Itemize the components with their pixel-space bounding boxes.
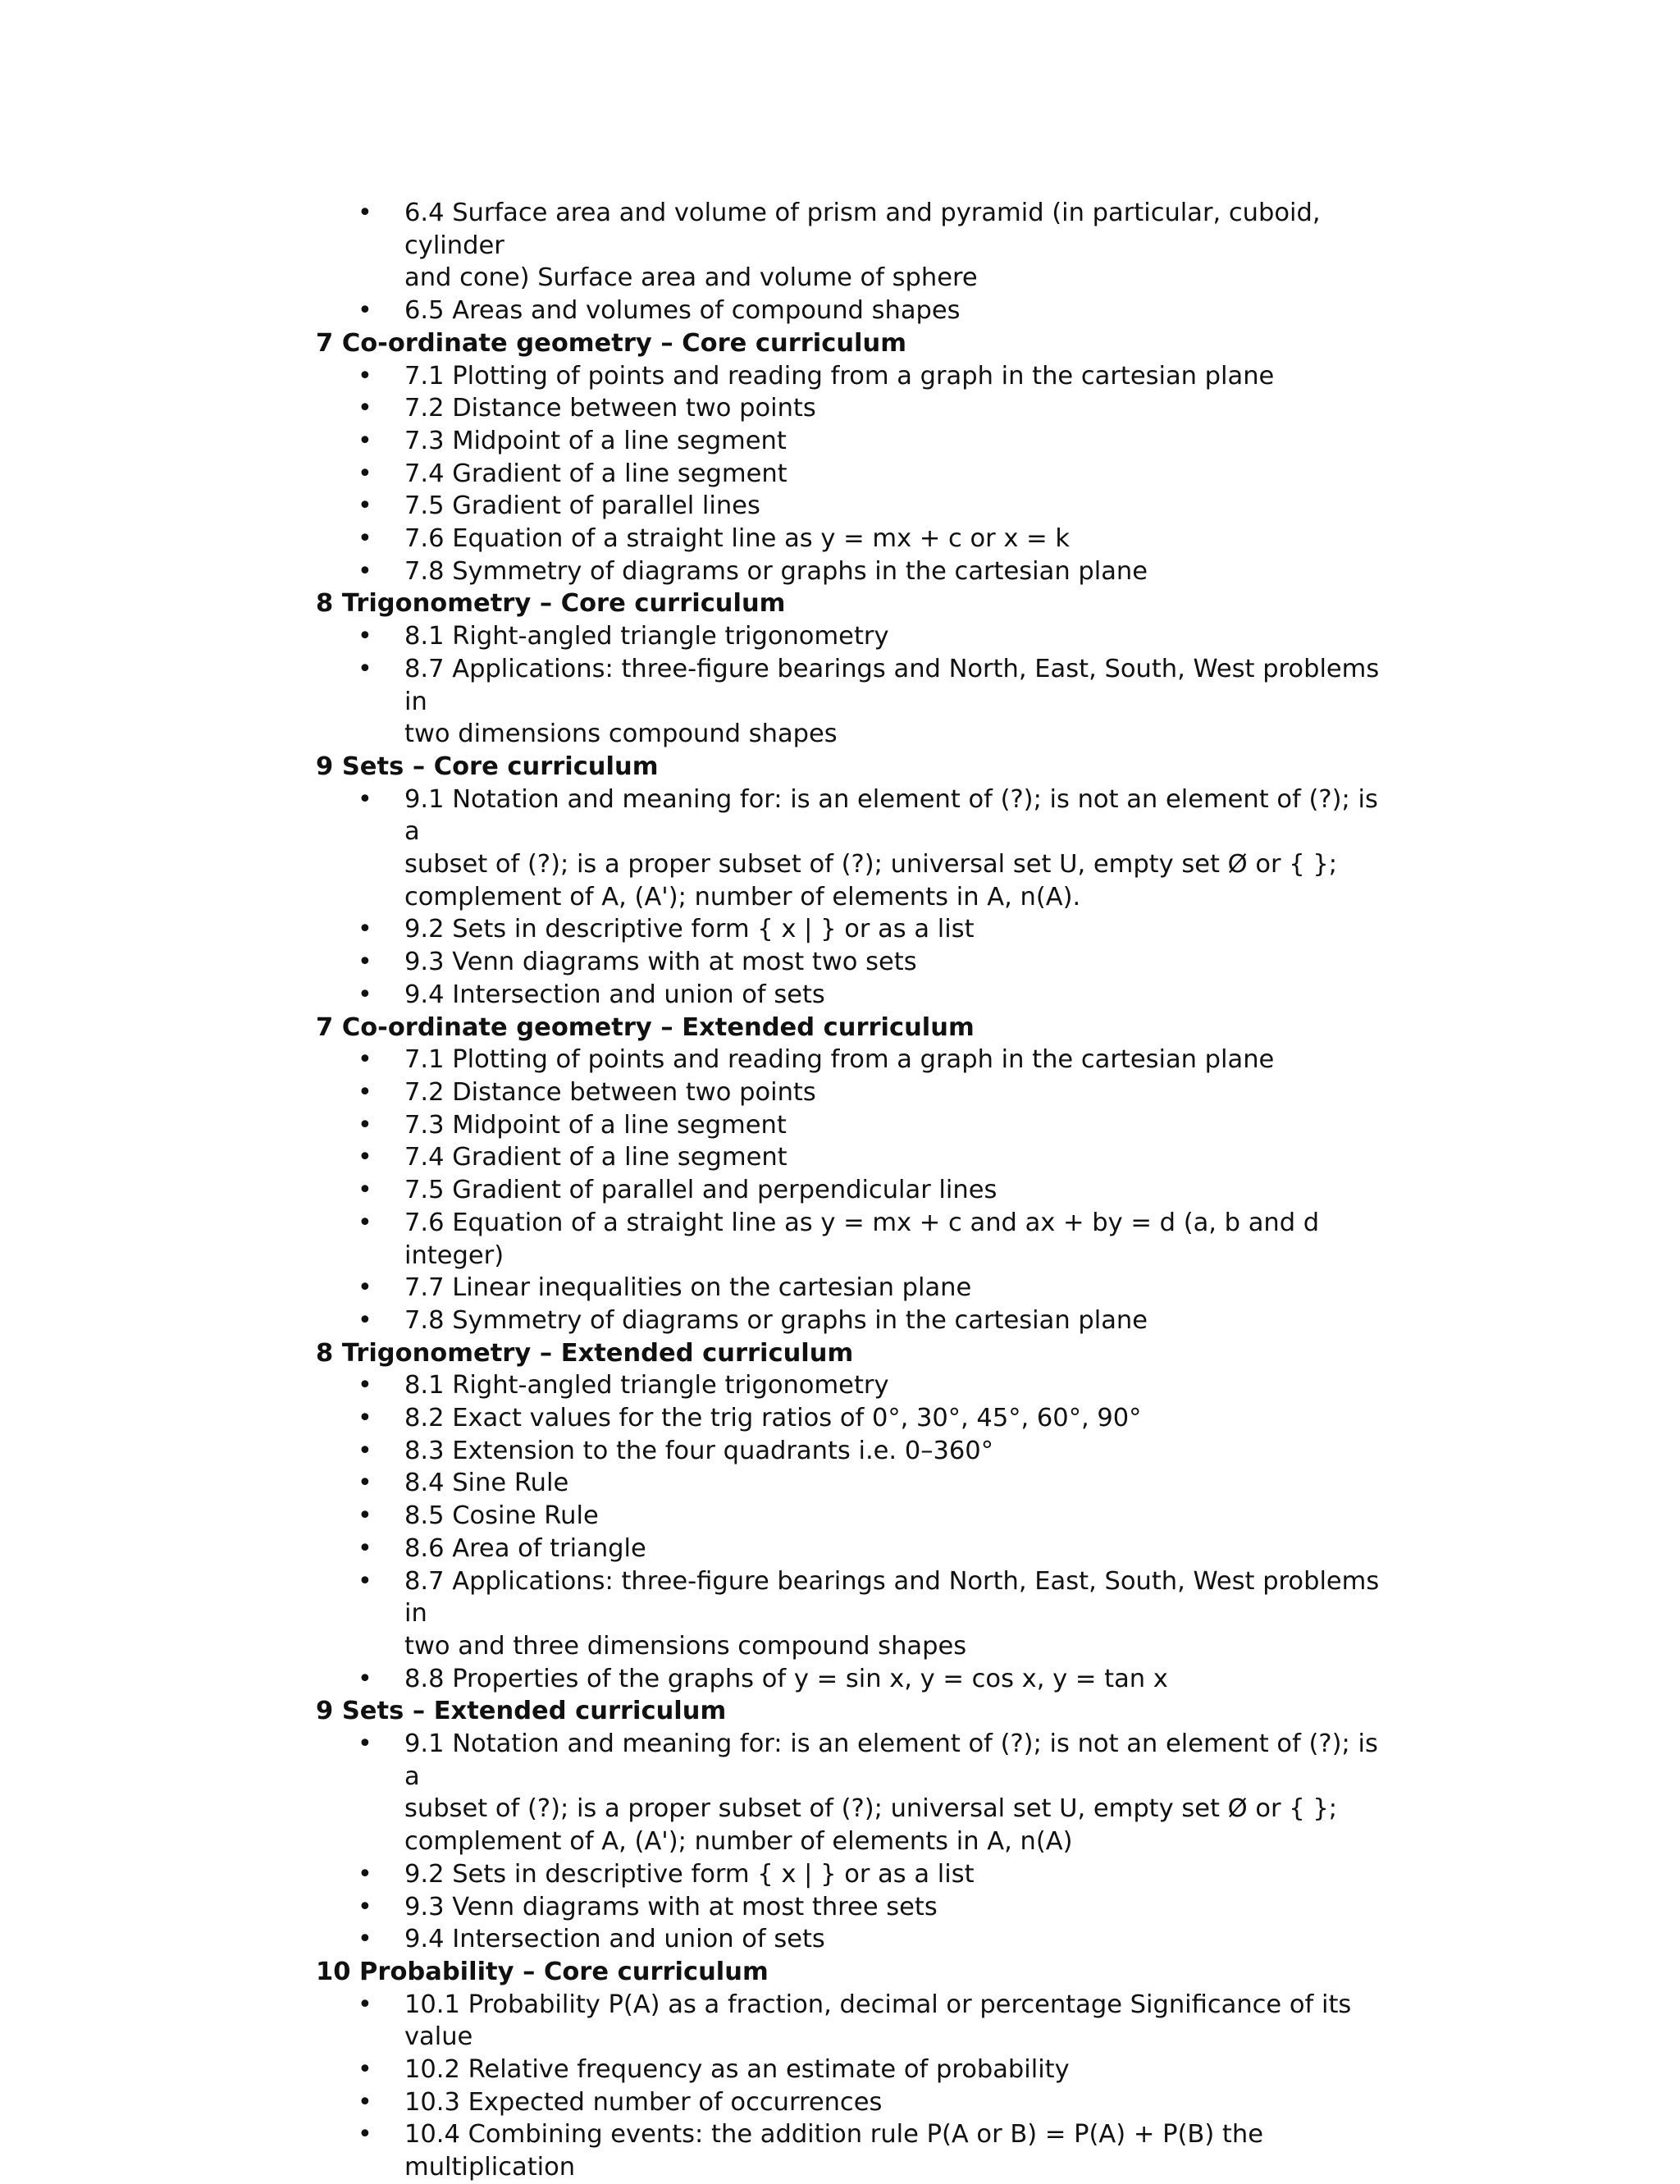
list-item-text: 7.2 Distance between two points [404, 1077, 816, 1107]
bullet-icon: • [358, 980, 372, 1009]
list-item [316, 1467, 1399, 1500]
list-item-text: 7.8 Symmetry of diagrams or graphs in the cartesian plane [404, 1305, 1148, 1335]
list-item [316, 1989, 1399, 2054]
bullet-icon: • [358, 1925, 372, 1954]
list-item [316, 1304, 1399, 1337]
list-item [316, 2054, 1399, 2086]
document-page [316, 197, 1399, 2184]
list-item-text: 9.1 Notation and meaning for: is an element of (?); is not an element of (?); is a subset of (?); is a proper subset of (?); universal set U, empty set Ø or { }; complement of A, (A'); number of elements in A, n(A) [404, 1729, 1378, 1857]
list-item [316, 946, 1399, 979]
list-item-text: 10.4 Combining events: the addition rule P(A or B) = P(A) + P(B) the multiplication [404, 2120, 1263, 2182]
list-item-text: 8.4 Sine Rule [404, 1469, 569, 1498]
list-item [316, 1076, 1399, 1109]
syllabus-content [316, 197, 1399, 2184]
list-item-text: 8.5 Cosine Rule [404, 1501, 599, 1531]
list-item [316, 197, 1399, 295]
list-item [316, 784, 1399, 914]
list-item [316, 1141, 1399, 1174]
list-item [316, 1109, 1399, 1142]
list-item-text: 7.2 Distance between two points [404, 394, 816, 423]
list-item-text: 7.1 Plotting of points and reading from a graph in the cartesian plane [404, 361, 1275, 391]
bullet-icon: • [358, 296, 372, 326]
bullet-icon: • [358, 556, 372, 586]
list-item-text: 7.4 Gradient of a line segment [404, 459, 788, 488]
list-item [316, 425, 1399, 458]
bullet-icon: • [358, 1469, 372, 1498]
list-item-text: 6.5 Areas and volumes of compound shapes [404, 296, 961, 326]
list-item [316, 1923, 1399, 1956]
bullet-icon: • [358, 2120, 372, 2150]
bullet-icon: • [358, 1143, 372, 1172]
bullet-icon: • [358, 491, 372, 521]
list-item-text: 9.3 Venn diagrams with at most two sets [404, 948, 917, 977]
list-item-text: 8.2 Exact values for the trig ratios of 0°, 30°, 45°, 60°, 90° [404, 1404, 1142, 1433]
bullet-icon: • [358, 1371, 372, 1400]
list-item-text: 7.3 Midpoint of a line segment [404, 426, 787, 455]
bullet-icon: • [358, 654, 372, 683]
list-item [316, 490, 1399, 523]
list-item [316, 653, 1399, 751]
list-item-text: 9.2 Sets in descriptive form { x | } or as a list [404, 915, 975, 944]
bullet-icon: • [358, 394, 372, 423]
list-item [316, 620, 1399, 653]
bullet-list [316, 1989, 1399, 2184]
list-item-text: 8.7 Applications: three-figure bearings and North, East, South, West problems in two dimensions compound shapes [404, 654, 1380, 749]
bullet-icon: • [358, 1077, 372, 1107]
list-item-text: 9.4 Intersection and union of sets [404, 1925, 825, 1954]
list-item [316, 1272, 1399, 1304]
list-item-text: 9.4 Intersection and union of sets [404, 980, 825, 1009]
list-item [316, 1565, 1399, 1663]
bullet-list [316, 1369, 1399, 1695]
list-item-text: 6.4 Surface area and volume of prism and pyramid (in particular, cuboid, cylinder and cone) Surface area and volume of sphere [404, 199, 1321, 293]
list-item [316, 458, 1399, 491]
list-item-text: 7.6 Equation of a straight line as y = mx + c or x = k [404, 524, 1071, 554]
list-item [316, 913, 1399, 946]
section-heading: 10 Probability – Core curriculum [316, 1957, 769, 1986]
list-item-text: 8.1 Right-angled triangle trigonometry [404, 1371, 889, 1400]
section-heading: 8 Trigonometry – Extended curriculum [316, 1338, 854, 1368]
section-heading: 8 Trigonometry – Core curriculum [316, 589, 786, 619]
list-item [316, 1858, 1399, 1891]
bullet-icon: • [358, 948, 372, 977]
list-item-text: 7.4 Gradient of a line segment [404, 1143, 788, 1172]
bullet-icon: • [358, 1533, 372, 1563]
bullet-list [316, 1044, 1399, 1336]
bullet-icon: • [358, 2055, 372, 2085]
bullet-icon: • [358, 1404, 372, 1433]
bullet-icon: • [358, 1436, 372, 1465]
list-item [316, 1044, 1399, 1076]
list-item [316, 1369, 1399, 1402]
list-item [316, 1207, 1399, 1272]
bullet-list [316, 1728, 1399, 1956]
list-item-text: 8.3 Extension to the four quadrants i.e. 0–360° [404, 1436, 993, 1465]
bullet-list [316, 360, 1399, 588]
list-item [316, 295, 1399, 327]
bullet-icon: • [358, 1305, 372, 1335]
section-heading: 9 Sets – Extended curriculum [316, 1697, 727, 1726]
list-item-text: 10.2 Relative frequency as an estimate of probability [404, 2055, 1070, 2085]
list-item [316, 360, 1399, 393]
list-item [316, 1663, 1399, 1696]
bullet-icon: • [358, 1664, 372, 1693]
bullet-list [316, 197, 1399, 327]
list-item [316, 1533, 1399, 1565]
list-item-text: 8.6 Area of triangle [404, 1533, 646, 1563]
list-item-text: 7.6 Equation of a straight line as y = mx + c and ax + by = d (a, b and d integer) [404, 1208, 1320, 1270]
list-item [316, 392, 1399, 425]
bullet-icon: • [358, 1045, 372, 1075]
bullet-icon: • [358, 1110, 372, 1140]
bullet-icon: • [358, 1501, 372, 1531]
list-item-text: 10.1 Probability P(A) as a fraction, decimal or percentage Significance of its value [404, 1990, 1352, 2052]
bullet-icon: • [358, 199, 372, 227]
bullet-icon: • [358, 524, 372, 554]
bullet-icon: • [358, 361, 372, 391]
list-item-text: 9.2 Sets in descriptive form { x | } or as a list [404, 1859, 975, 1889]
list-item [316, 979, 1399, 1012]
list-item [316, 1435, 1399, 1468]
list-item [316, 1402, 1399, 1435]
list-item [316, 1891, 1399, 1924]
list-item [316, 523, 1399, 555]
list-item-text: 7.5 Gradient of parallel and perpendicular lines [404, 1176, 998, 1205]
bullet-icon: • [358, 1176, 372, 1205]
list-item-text: 9.3 Venn diagrams with at most three sets [404, 1892, 938, 1921]
list-item-text: 10.3 Expected number of occurrences [404, 2087, 883, 2117]
bullet-icon: • [358, 622, 372, 651]
section-heading: 7 Co-ordinate geometry – Extended curriculum [316, 1012, 975, 1042]
bullet-list [316, 784, 1399, 1012]
list-item-text: 8.1 Right-angled triangle trigonometry [404, 622, 889, 651]
bullet-icon: • [358, 2087, 372, 2117]
list-item [316, 555, 1399, 588]
bullet-icon: • [358, 1566, 372, 1596]
list-item-text: 8.8 Properties of the graphs of y = sin x, y = cos x, y = tan x [404, 1664, 1168, 1693]
list-item [316, 1174, 1399, 1207]
bullet-icon: • [358, 1273, 372, 1303]
list-item-text: 8.7 Applications: three-figure bearings and North, East, South, West problems in two and three dimensions compound shapes [404, 1566, 1380, 1661]
bullet-icon: • [358, 426, 372, 455]
list-item [316, 1728, 1399, 1858]
list-item-text: 9.1 Notation and meaning for: is an element of (?); is not an element of (?); is a subset of (?); is a proper subset of (?); universal set U, empty set Ø or { }; complement of A, (A'); number of elements in A, n(A). [404, 784, 1378, 912]
bullet-icon: • [358, 1729, 372, 1759]
list-item-text: 7.1 Plotting of points and reading from a graph in the cartesian plane [404, 1045, 1275, 1075]
list-item [316, 1500, 1399, 1533]
section-heading: 7 Co-ordinate geometry – Core curriculum [316, 328, 906, 358]
bullet-icon: • [358, 915, 372, 944]
bullet-icon: • [358, 459, 372, 488]
section-heading: 9 Sets – Core curriculum [316, 752, 659, 781]
list-item [316, 2086, 1399, 2119]
bullet-icon: • [358, 1208, 372, 1237]
bullet-icon: • [358, 1892, 372, 1921]
bullet-icon: • [358, 1990, 372, 2019]
list-item-text: 7.7 Linear inequalities on the cartesian plane [404, 1273, 972, 1303]
bullet-icon: • [358, 784, 372, 814]
list-item-text: 7.8 Symmetry of diagrams or graphs in the cartesian plane [404, 556, 1148, 586]
list-item-text: 7.3 Midpoint of a line segment [404, 1110, 787, 1140]
bullet-icon: • [358, 1859, 372, 1889]
list-item-text: 7.5 Gradient of parallel lines [404, 491, 760, 521]
bullet-list [316, 620, 1399, 751]
